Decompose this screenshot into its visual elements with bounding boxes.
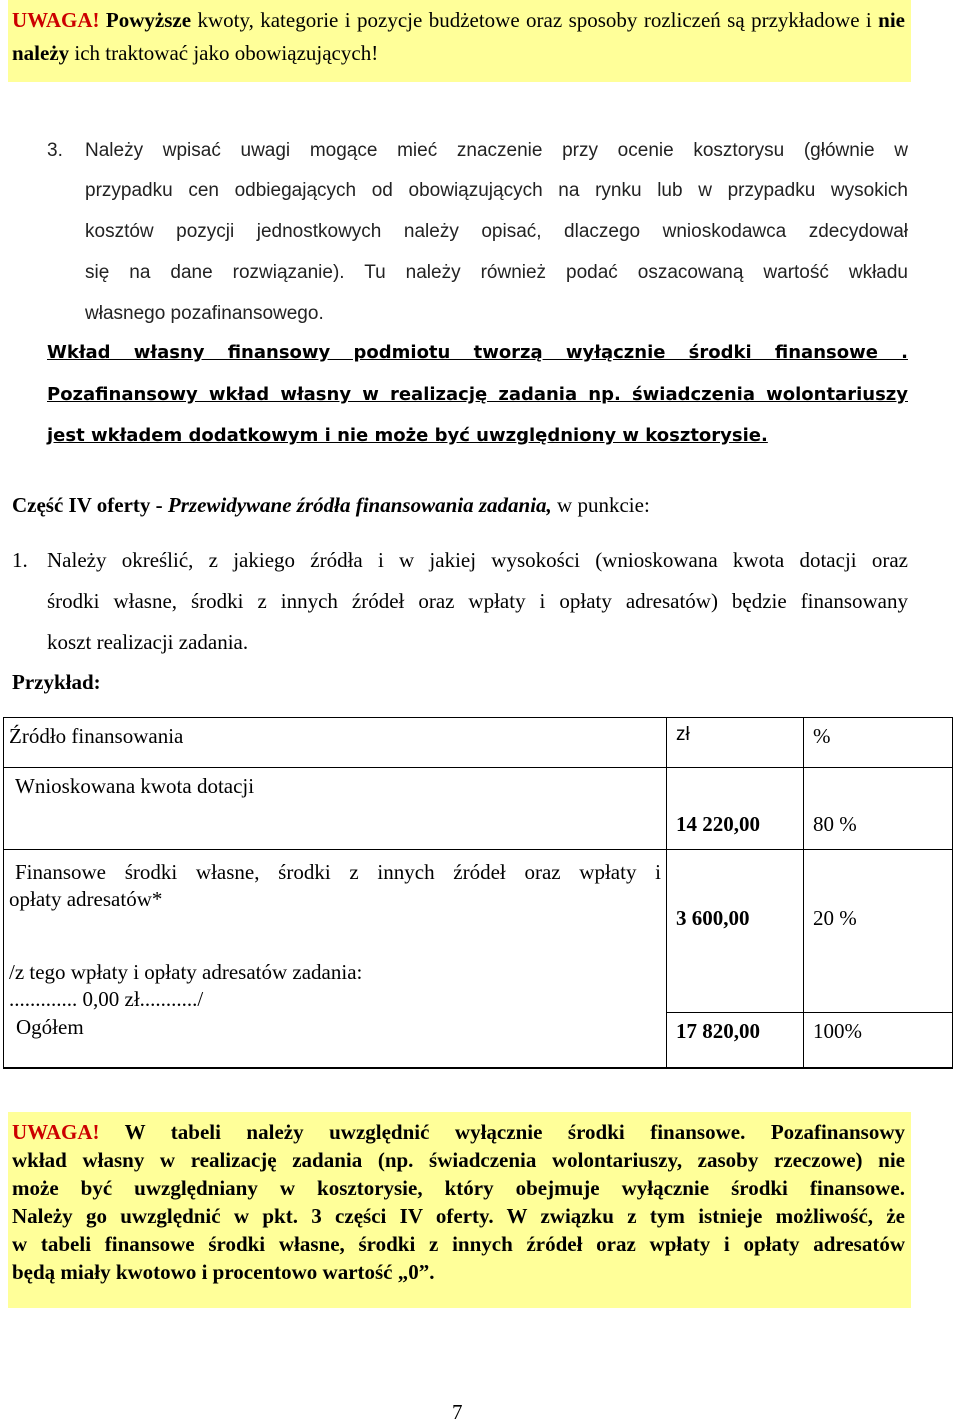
total-pln: 17 820,00 [676, 1018, 760, 1043]
row1-pct: 80 % [813, 812, 857, 836]
table-row-total [4, 1012, 953, 1068]
row2-pln-cell [667, 850, 804, 1013]
row2-pct-cell [804, 850, 953, 1013]
point1-line-1: Należy określić, z jakiego źródła i w jakiej wysokości (wnioskowana kwota dotacji oraz [47, 548, 908, 572]
warning-label: UWAGA! [12, 8, 100, 32]
row2-note-line-2: ............. 0,00 zł.........../ [9, 987, 204, 1011]
point1-line-3: koszt realizacji zadania. [47, 630, 249, 654]
row1-pct-cell [804, 768, 953, 850]
header-pct-cell [804, 718, 953, 768]
point3-line-3: kosztów pozycji jednostkowych należy opisać, dlaczego wnioskodawca zdecydował [85, 221, 908, 242]
header-pln: zł [676, 724, 690, 745]
point3-bold-line-1: Wkład własny finansowy podmiotu tworzą wyłącznie środki finansowe . [47, 342, 908, 363]
table-row [4, 850, 953, 1013]
part4-heading [12, 493, 650, 518]
warning-text-2: ich traktować jako obowiązujących! [69, 41, 379, 65]
row1-pln-cell [667, 768, 804, 850]
point3-line-2: przypadku cen odbiegających od obowiązujących na rynku lub w przypadku wysokich [85, 180, 908, 201]
table-row [4, 768, 953, 850]
point3-line-1: Należy wpisać uwagi mogące mieć znaczenie przy ocenie kosztorysu (głównie w [85, 140, 908, 161]
row2-pln: 3 600,00 [676, 906, 750, 930]
header-pct: % [813, 724, 831, 748]
warning-bold-1: Powyższe [105, 8, 192, 32]
total-source: Ogółem [16, 1015, 84, 1039]
row2-source-line-2: opłaty adresatów* [9, 887, 163, 911]
warning-box-top [8, 0, 911, 82]
total-source-cell [4, 1012, 667, 1068]
warning-bottom-line-1-text: W tabeli należy uwzględnić wyłącznie środki finansowe. Pozafinansowy [124, 1120, 906, 1144]
row2-source-line-1: Finansowe środki własne, środki z innych źródeł oraz wpłaty i [15, 860, 661, 884]
table-header-row [4, 718, 953, 768]
header-pln-cell [667, 718, 804, 768]
point3-number: 3. [47, 140, 63, 161]
header-source: Źródło finansowania [9, 724, 184, 748]
row2-note-line-1: /z tego wpłaty i opłaty adresatów zadania: [9, 960, 363, 984]
warning-text-1: kwoty, kategorie i pozycje budżetowe oraz sposoby rozliczeń są przykładowe i [191, 8, 879, 32]
header-source-cell [4, 718, 667, 768]
row2-source-cell [4, 850, 667, 1013]
point3-line-5: własnego pozafinansowego. [85, 303, 324, 324]
warning-bottom-line-4: Należy go uwzględnić w pkt. 3 części IV oferty. W związku z tym istnieje możliwość, że [12, 1204, 905, 1228]
point3-line-4: się na dane rozwiązanie). Tu należy również podać oszacowaną wartość wkładu [85, 262, 908, 283]
row1-source: Wnioskowana kwota dotacji [15, 774, 255, 798]
warning-bottom-line-5: w tabeli finansowe środki własne, środki z innych źródeł oraz wpłaty i opłaty adresatów [12, 1232, 905, 1256]
warning-bottom-line-3: może być uwzględniany w kosztorysie, który obejmuje wyłącznie środki finansowe. [12, 1176, 905, 1200]
warning-bottom-line-1 [12, 1118, 905, 1146]
point1-line-2: środki własne, środki z innych źródeł oraz wpłaty i opłaty adresatów) będzie finansowany [47, 589, 908, 613]
point3-bold-line-3: jest wkładem dodatkowym i nie może być uwzględniony w kosztorysie. [47, 425, 768, 446]
part4-heading-bold: Część IV oferty - [12, 493, 168, 517]
row2-pct: 20 % [813, 906, 857, 930]
part4-heading-rest: w punkcie: [551, 493, 650, 517]
total-pct: 100% [813, 1018, 862, 1043]
financing-table [3, 717, 953, 1069]
warning-bottom-label: UWAGA! [12, 1120, 100, 1144]
example-label: Przykład: [12, 670, 101, 694]
total-pct-cell [804, 1012, 953, 1068]
row1-source-cell [4, 768, 667, 850]
row1-pln: 14 220,00 [676, 812, 760, 836]
page-number: 7 [452, 1400, 463, 1424]
warning-box-bottom [8, 1112, 911, 1308]
warning-bottom-line-2: wkład własny w realizację zadania (np. świadczenia wolontariuszy, zasoby rzeczowe) nie [12, 1148, 905, 1172]
point3-bold-line-2: Pozafinansowy wkład własny w realizację zadania np. świadczenia wolontariuszy [47, 384, 908, 405]
total-pln-cell [667, 1012, 804, 1068]
warning-bold-2: nie należy [12, 8, 906, 65]
warning-bottom-line-6: będą miały kwotowo i procentowo wartość „0”. [12, 1260, 435, 1284]
point1-number: 1. [12, 548, 28, 572]
part4-heading-italic: Przewidywane źródła finansowania zadania, [167, 493, 552, 517]
